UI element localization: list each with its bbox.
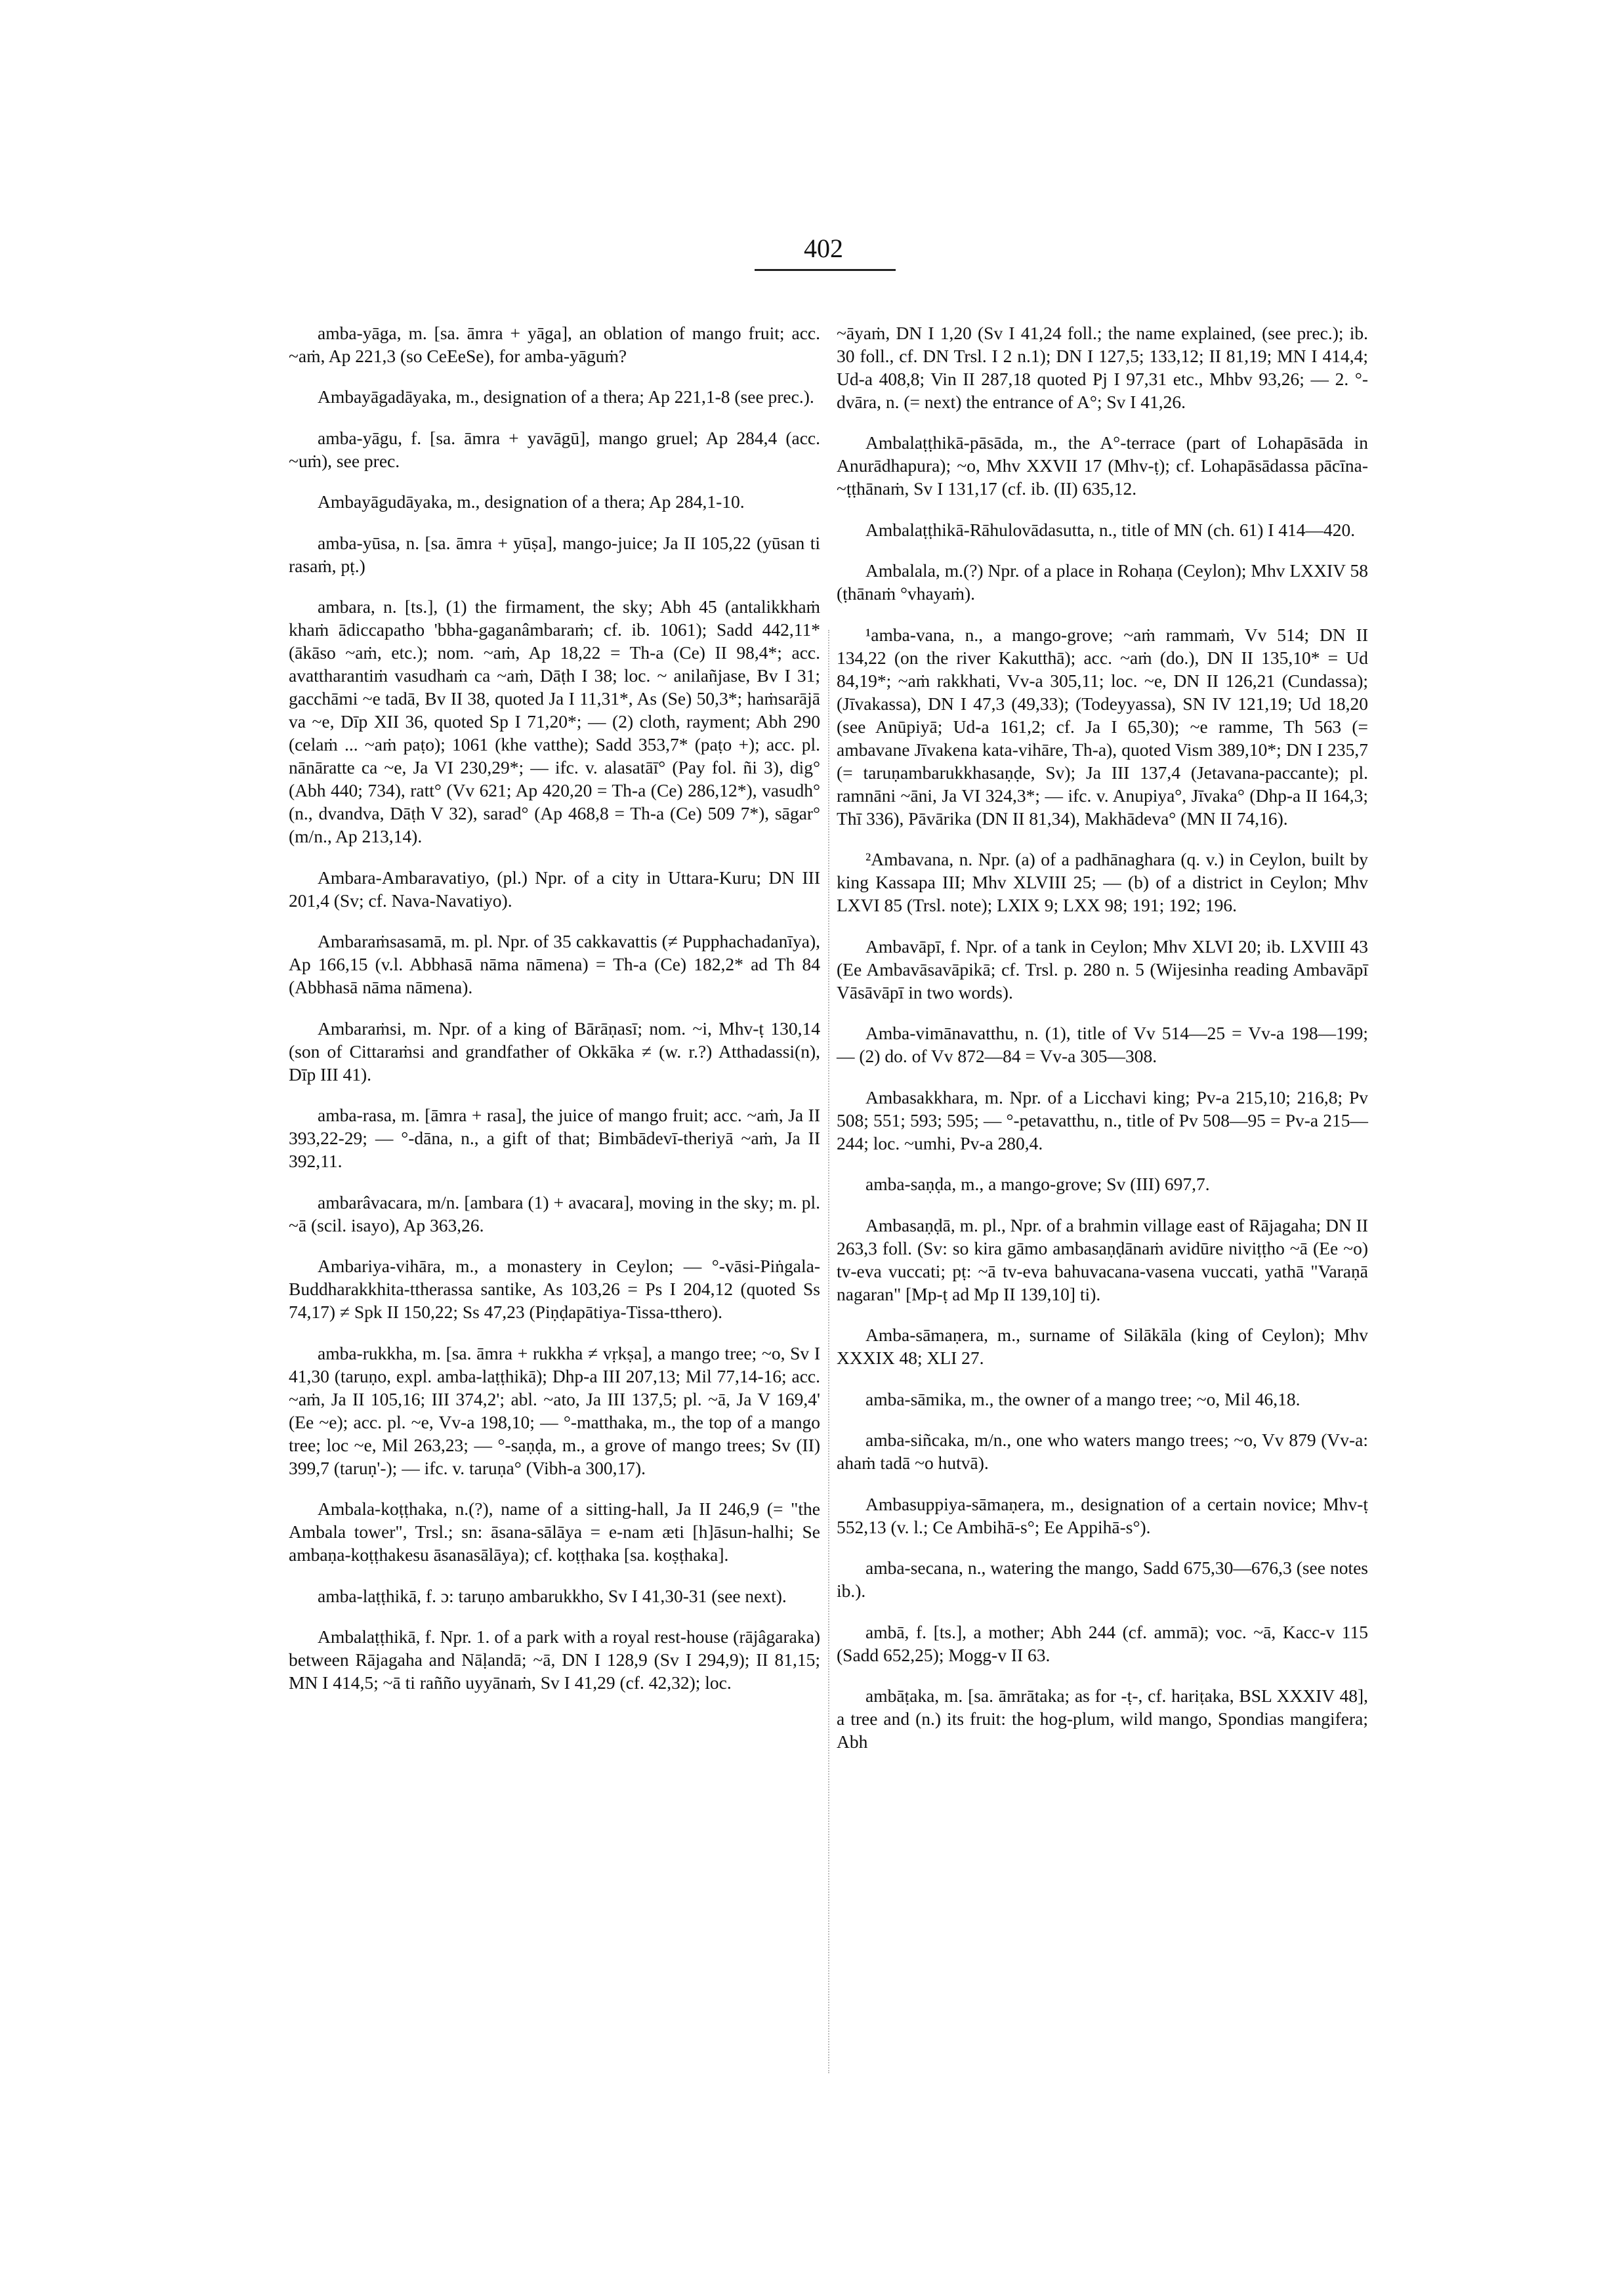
- entry: ²Ambavana, n. Npr. (a) of a padhānaghara (q. v.) in Ceylon, built by king Kassapa III; Mhv XLVIII 25; — (b) of a district in Ceylon; Mhv LXVI 85 (Trsl. note); LXIX 9; LXX 98; 191; 192; 196.: [837, 849, 1368, 915]
- right-column: [837, 303, 1368, 1771]
- entry: Ambasuppiya-sāmaṇera, m., designation of a certain novice; Mhv-ṭ 552,13 (v. l.; Ce Ambihā-s°; Ee Appihā-s°).: [837, 1493, 1368, 1537]
- entry: Ambalaṭṭhikā-pāsāda, m., the A°-terrace (part of Lohapāsāda in Anurādhapura); ~o, Mhv XXVII 17 (Mhv-ṭ); cf. Lohapāsādassa pācīna- ~ṭṭhānaṁ, Sv I 131,17 (cf. ib. (II) 635,12.: [837, 432, 1368, 499]
- entry: Ambavāpī, f. Npr. of a tank in Ceylon; Mhv XLVI 20; ib. LXVIII 43 (Ee Ambavāsavāpikā; cf. Trsl. p. 280 n. 5 (Wijesinha reading Ambavāpī Vāsāvāpī in two words).: [837, 936, 1368, 1003]
- entry: Ambalaṭṭhikā-Rāhulovādasutta, n., title of MN (ch. 61) I 414—420.: [865, 519, 1356, 540]
- entry: amba-yūsa, n. [sa. āmra + yūṣa], mango-juice; Ja II 105,22 (yūsan ti rasaṁ, pṭ.): [289, 532, 820, 576]
- entry: amba-yāga, m. [sa. āmra + yāga], an oblation of mango fruit; acc. ~aṁ, Ap 221,3 (so CeEeSe), for amba-yāguṁ?: [289, 322, 820, 366]
- entry: Ambalala, m.(?) Npr. of a place in Rohaṇa (Ceylon); Mhv LXXIV 58 (ṭhānaṁ °vhayaṁ).: [837, 560, 1368, 604]
- entry: Ambayāgadāyaka, m., designation of a thera; Ap 221,1-8 (see prec.).: [318, 386, 814, 407]
- entry: Ambalaṭṭhikā, f. Npr. 1. of a park with a royal rest-house (rājâgaraka) between Rājagaha and Nāḷandā; ~ā, DN I 128,9 (Sv I 294,9); II 81,15; MN I 414,5; ~ā ti rañño uyyānaṁ, Sv I 41,29 (cf. 42,32); loc.: [289, 1626, 820, 1693]
- header-rule: [755, 269, 896, 271]
- entry: ambā, f. [ts.], a mother; Abh 244 (cf. ammā); voc. ~ā, Kacc-v 115 (Sadd 652,25); Mogg-v II 63.: [837, 1621, 1368, 1665]
- entry: ambara, n. [ts.], (1) the firmament, the sky; Abh 45 (antalikkhaṁ khaṁ ādiccapatho 'bbha-gaganâmbaraṁ; cf. ib. 1061); Sadd 442,11* (ākāso ~aṁ, etc.); nom. ~aṁ, Ap 18,22 = Th-a (Ce) II 98,4*; acc. avattharantiṁ vasudhaṁ ca ~aṁ, Dāṭh I 38; loc. ~ anilañjase, Bv I 31; gacchāmi ~e tadā, Bv II 38, quoted Ja I 11,31*, As (Se) 50,3*; haṁsarājā va ~e, Dīp XII 36, quoted Sp I 71,20*; — (2) cloth, rayment; Abh 290 (celaṁ ... ~aṁ paṭo); 1061 (khe vatthe); Sadd 353,7* (paṭo +); acc. pl. nānāratte ca ~e, Ja VI 230,29*; — ifc. v. alasatāī° (Pay fol. ñi 3), dig° (Abh 440; 734), ratt° (Vv 621; Ap 420,20 = Th-a (Ce) 286,12*), vasudh° (n., dvandva, Dāṭh V 32), sarad° (Ap 468,8 = Th-a (Ce) 509 7*), sāgar° (m/n., Ap 213,14).: [289, 596, 820, 846]
- entry: ambarâvacara, m/n. [ambara (1) + avacara], moving in the sky; m. pl. ~ā (scil. isayo), Ap 363,26.: [289, 1191, 820, 1235]
- left-column: [289, 303, 820, 1712]
- entry: Ambaraṁsi, m. Npr. of a king of Bārāṇasī; nom. ~i, Mhv-ṭ 130,14 (son of Cittaraṁsi and grandfather of Okkāka ≠ (w. r.?) Atthadassi(n), Dīp III 41).: [289, 1018, 820, 1085]
- entry: amba-saṇḍa, m., a mango-grove; Sv (III) 697,7.: [865, 1174, 1210, 1194]
- page-number: 402: [804, 234, 843, 263]
- entry: Ambala-koṭṭhaka, n.(?), name of a sitting-hall, Ja II 246,9 (= "the Ambala tower", Trsl.; sn: āsana-sālāya = e-nam æti [h]āsun-halhi; Se ambaṇa-koṭṭhakesu āsanasālāya); cf. koṭṭhaka [sa. koṣṭhaka].: [289, 1499, 820, 1565]
- entry: amba-rukkha, m. [sa. āmra + rukkha ≠ vṛkṣa], a mango tree; ~o, Sv I 41,30 (taruṇo, expl. amba-laṭṭhikā); Dhp-a III 207,13; Mil 77,14-16; acc. ~aṁ, Ja II 105,16; III 374,2'; abl. ~ato, Ja III 137,5; pl. ~ā, Ja V 169,4' (Ee ~e); acc. pl. ~e, Vv-a 198,10; — °-matthaka, m., the top of a mango tree; loc ~e, Mil 263,23; — °-saṇḍa, m., a grove of mango trees; Sv (II) 399,7 (taruṇ'-); — ifc. v. taruṇa° (Vibh-a 300,17).: [289, 1342, 820, 1478]
- entry: Ambaraṁsasamā, m. pl. Npr. of 35 cakkavattis (≠ Pupphachadanīya), Ap 166,15 (v.l. Abbhasā nāma nāmena) = Th-a (Ce) 182,2* ad Th 84 (Abbhasā nāma nāmena).: [289, 931, 820, 997]
- entry: Ambayāgudāyaka, m., designation of a thera; Ap 284,1-10.: [318, 491, 745, 512]
- entry: amba-laṭṭhikā, f. ɔ: taruṇo ambarukkho, Sv I 41,30-31 (see next).: [318, 1585, 787, 1606]
- column-divider: [828, 630, 829, 2073]
- entry: Ambasaṇḍā, m. pl., Npr. of a brahmin village east of Rājagaha; DN II 263,3 foll. (Sv: so kira gāmo ambasaṇḍānaṁ avidūre niviṭṭho ~ā (Ee ~o) tv-eva vuccati; pṭ: ~ā tv-eva bahuvacana-vasena vuccati, yathā "Varaṇā nagaran" [Mp-ṭ ad Mp II 139,10] ti).: [837, 1214, 1368, 1304]
- entry: Amba-sāmaṇera, m., surname of Silākāla (king of Ceylon); Mhv XXXIX 48; XLI 27.: [837, 1325, 1368, 1368]
- entry: ambāṭaka, m. [sa. āmrātaka; as for -ṭ-, cf. hariṭaka, BSL XXXIV 48], a tree and (n.) its fruit: the hog-plum, wild mango, Spondias mangifera; Abh: [837, 1685, 1368, 1752]
- entry: amba-sāmika, m., the owner of a mango tree; ~o, Mil 46,18.: [865, 1388, 1301, 1409]
- entry: ~āyaṁ, DN I 1,20 (Sv I 41,24 foll.; the name explained, (see prec.); ib. 30 foll., cf. DN Trsl. I 2 n.1); DN I 127,5; 133,12; II 81,19; MN I 414,4; Ud-a 408,8; Vin II 287,18 quoted Pj I 97,31 etc., Mhbv 93,26; — 2. °-dvāra, n. (= next) the entrance of A°; Sv I 41,26.: [837, 322, 1368, 412]
- entry: amba-yāgu, f. [sa. āmra + yavāgū], mango gruel; Ap 284,4 (acc. ~uṁ), see prec.: [289, 427, 820, 471]
- entry: Ambariya-vihāra, m., a monastery in Ceylon; — °-vāsi-Piṅgala-Buddharakkhita-ttherassa santike, As 103,26 = Ps I 204,12 (quoted Ss 74,17) ≠ Spk II 150,22; Ss 47,23 (Piṇḍapātiya-Tissa-tthero).: [289, 1256, 820, 1322]
- entry: Ambara-Ambaravatiyo, (pl.) Npr. of a city in Uttara-Kuru; DN III 201,4 (Sv; cf. Nava-Navatiyo).: [289, 867, 820, 911]
- entry: amba-rasa, m. [āmra + rasa], the juice of mango fruit; acc. ~aṁ, Ja II 393,22-29; — °-dāna, n., a gift of that; Bimbādevī-theriyā ~aṁ, Ja II 392,11.: [289, 1105, 820, 1171]
- entry: Ambasakkhara, m. Npr. of a Licchavi king; Pv-a 215,10; 216,8; Pv 508; 551; 593; 595; — °-petavatthu, n., title of Pv 508—95 = Pv-a 215—244; loc. ~umhi, Pv-a 280,4.: [837, 1086, 1368, 1153]
- entry: amba-siñcaka, m/n., one who waters mango trees; ~o, Vv 879 (Vv-a: ahaṁ tadā ~o hutvā).: [837, 1430, 1368, 1473]
- entry: amba-secana, n., watering the mango, Sadd 675,30—676,3 (see notes ib.).: [837, 1558, 1368, 1601]
- entry: Amba-vimānavatthu, n. (1), title of Vv 514—25 = Vv-a 198—199; — (2) do. of Vv 872—84 = Vv-a 305—308.: [837, 1023, 1368, 1066]
- entry: ¹amba-vana, n., a mango-grove; ~aṁ rammaṁ, Vv 514; DN II 134,22 (on the river Kakutthā); acc. ~aṁ (do.), DN II 135,10* = Ud 84,19*; ~aṁ rakkhati, Vv-a 305,11; loc. ~e, DN II 126,21 (Cundassa); (Jīvakassa), DN I 47,3 (49,33); (Todeyyassa), SN IV 121,19; Ud 18,20 (see Anūpiyā; Ud-a 161,2; cf. Ja I 65,30); ~e ramme, Th 563 (= ambavane Jīvakena kata-vihāre, Th-a), quoted Vism 389,10*; DN I 235,7 (= taruṇambarukkhasaṇḍe, Sv); Ja III 137,4 (Jetavana-paccante); pl. ramnāni ~āni, Ja VI 324,3*; — ifc. v. Anupiya°, Jīvaka° (Dhp-a II 164,3; Thī 336), Pāvārika (DN II 81,34), Makhādeva° (MN II 74,16).: [837, 624, 1368, 829]
